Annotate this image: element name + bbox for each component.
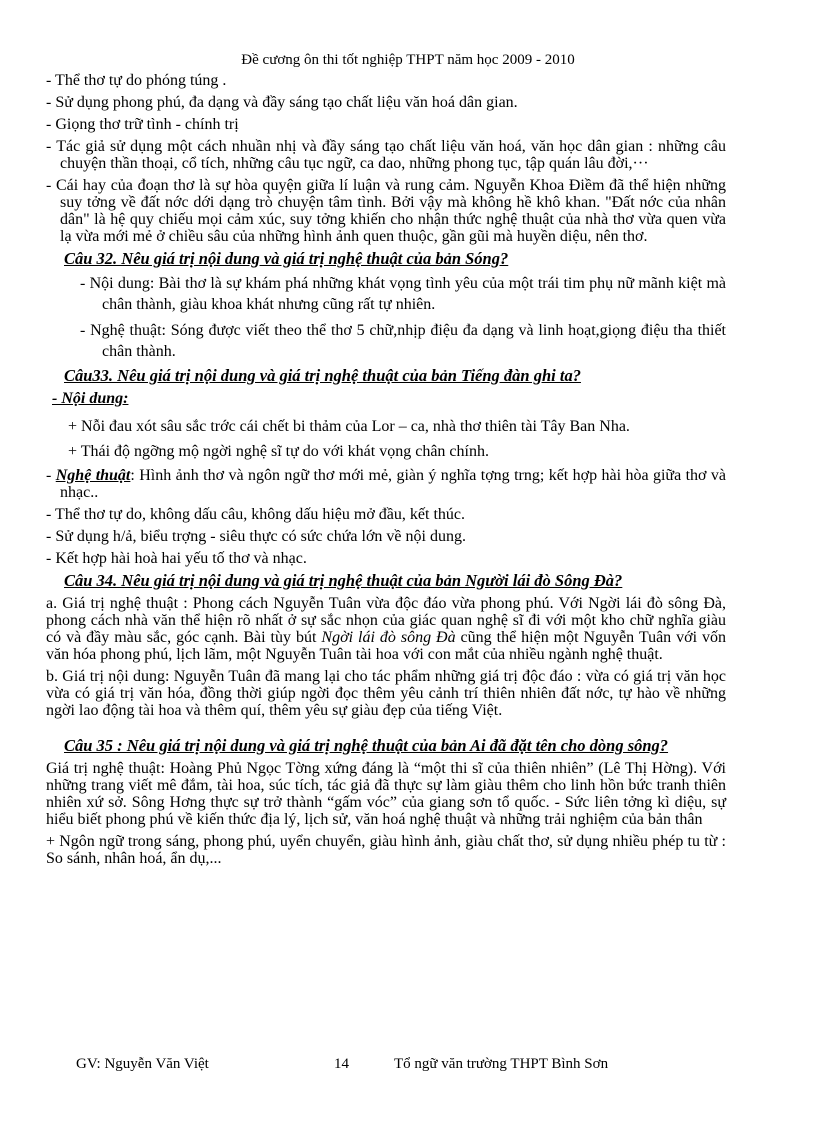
list-item: - Tác giả sử dụng một cách nhuần nhị và đầy sáng tạo chất liệu văn hoá, văn học dân gian : những câu chuyện thần thoại, cổ tích, những câu tục ngữ, ca dao, những phong tục, tập quán lâu đời,··· [46,138,726,172]
list-item: - Thể thơ tự do, không dấu câu, không dấu hiệu mở đầu, kết thúc. [46,506,465,523]
art-label: Nghệ thuật [55,467,131,484]
paragraph-a [46,595,726,663]
paragraph-b: b. Giá trị nội dung: Nguyễn Tuân đã mang lại cho tác phẩm những giá trị độc đáo : vừa có giá trị văn học vừa có giá trị văn hóa, đồng thời giúp ngời đọc thêm yêu cảnh trí thiên nhiên đất nớc, tự hào về những ngời lao động tài hoa và thêm quí, thêm yêu sự giàu đẹp của tiếng Việt. [46,668,726,719]
list-item: - Cái hay của đoạn thơ là sự hòa quyện giữa lí luận và rung cảm. Nguyễn Khoa Điềm đã thể hiện những suy tởng về đất nớc dới dạng trò chuyện tâm tình. Bởi vậy mà không hề khô khan. "Đất nớc của nhân dân" là hệ quy chiếu mọi cảm xúc, suy tởng khiến cho nhận thức nghệ thuật của nhà thơ vừa quen vừa lạ vừa mới mẻ ở chiều sâu của những hình ảnh quen thuộc, gần gũi mà huyền diệu, nên thơ. [46,177,726,245]
school-name: Tổ ngữ văn trường THPT Bình Sơn [394,1056,609,1072]
paragraph: Giá trị nghệ thuật: Hoàng Phủ Ngọc Tờng xứng đáng là “một thi sĩ của thiên nhiên” (Lê Thị Hờng). Với những trang viết mê đắm, tài hoa, súc tích, tác giả đã thực sự làm giàu thêm cho linh hồn bức tranh thiên nhiên xứ sở. Sông Hơng thực sự trở thành “gấm vóc” của giang sơn tổ quốc. - Sức liên tởng kì diệu, sự hiểu biết phong phú về kiến thức địa lý, lịch sử, văn hoá nghệ thuật và những trải nghiệm của bản thân [46,760,726,828]
paragraph-a-text: a. Giá trị nghệ thuật : Phong cách Nguyễn Tuân vừa độc đáo vừa phong phú. Với Ngời lái đò sông Đà, phong cách nhà văn thể hiện rõ nhất ở sự sắc nhọn của giác quan nghệ sĩ đi với một kho chữ nghĩa giàu có và đầy màu sắc, góc cạnh. Bài tùy bút [46,595,726,646]
paragraph-a-text-2: cũng thể hiện một Nguyễn Tuân với vốn văn hóa phong phú, lịch lãm, một Nguyễn Tuân tài hoa với con mắt của nhiều ngành nghệ thuật. [46,629,727,663]
list-item: - Nghệ thuật: Sóng được viết theo thể thơ 5 chữ,nhịp điệu đa dạng và linh hoạt,giọng điệu tha thiết chân thành. [80,322,726,360]
page-number: 14 [334,1056,349,1072]
question-32-heading: Câu 32. Nêu giá trị nội dung và giá trị nghệ thuật của bản Sóng? [64,249,509,268]
question-34-heading: Câu 34. Nêu giá trị nội dung và giá trị nghệ thuật của bản Người lái đò Sông Đà? [64,571,623,590]
paragraph: + Ngôn ngữ trong sáng, phong phú, uyển chuyển, giàu hình ảnh, giàu chất thơ, sử dụng nhiều phép tu từ : So sánh, nhân hoá, ẩn dụ,... [46,833,726,867]
question-35-heading: Câu 35 : Nêu giá trị nội dung và giá trị nghệ thuật của bản Ai đã đặt tên cho dòng sông? [64,736,669,755]
list-item: - Thể thơ tự do phóng túng . [46,72,227,89]
teacher-name: GV: Nguyễn Văn Việt [76,1056,209,1072]
list-item: + Thái độ ngỡng mộ ngời nghệ sĩ tự do với khát vọng chân chính. [68,443,489,460]
list-item: - Giọng thơ trữ tình - chính trị [46,116,239,133]
work-title: Ngời lái đò sông Đà [321,629,456,646]
list-item: - Sử dụng h/ả, biểu trợng - siêu thực có sức chứa lớn về nội dung. [46,528,466,545]
list-item: - Sử dụng phong phú, đa dạng và đầy sáng tạo chất liệu văn hoá dân gian. [46,94,518,111]
list-item: + Nỗi đau xót sâu sắc trớc cái chết bi thảm của Lor – ca, nhà thơ thiên tài Tây Ban Nha. [68,418,630,435]
page-header: Đề cương ôn thi tốt nghiệp THPT năm học 2009 - 2010 [241,52,575,68]
art-paragraph: - Nghệ thuật: Hình ảnh thơ và ngôn ngữ thơ mới mẻ, giàn ý nghĩa tợng trng; kết hợp hài hòa giữa thơ và nhạc.. [46,467,726,501]
content-label: - Nội dung: [52,390,129,407]
art-text: : Hình ảnh thơ và ngôn ngữ thơ mới mẻ, giàn ý nghĩa tợng trng; kết hợp hài hòa giữa thơ và nhạc.. [60,467,726,501]
question-33-heading: Câu33. Nêu giá trị nội dung và giá trị nghệ thuật của bản Tiếng đàn ghi ta? [64,366,581,385]
list-item: - Nội dung: Bài thơ là sự khám phá những khát vọng tình yêu của một trái tim phụ nữ mãnh kiệt mà chân thành, giàu khoa khát nhưng cũng rất tự nhiên. [80,275,726,313]
list-item: - Kết hợp hài hoà hai yếu tố thơ và nhạc. [46,550,307,567]
page-content [46,72,726,872]
